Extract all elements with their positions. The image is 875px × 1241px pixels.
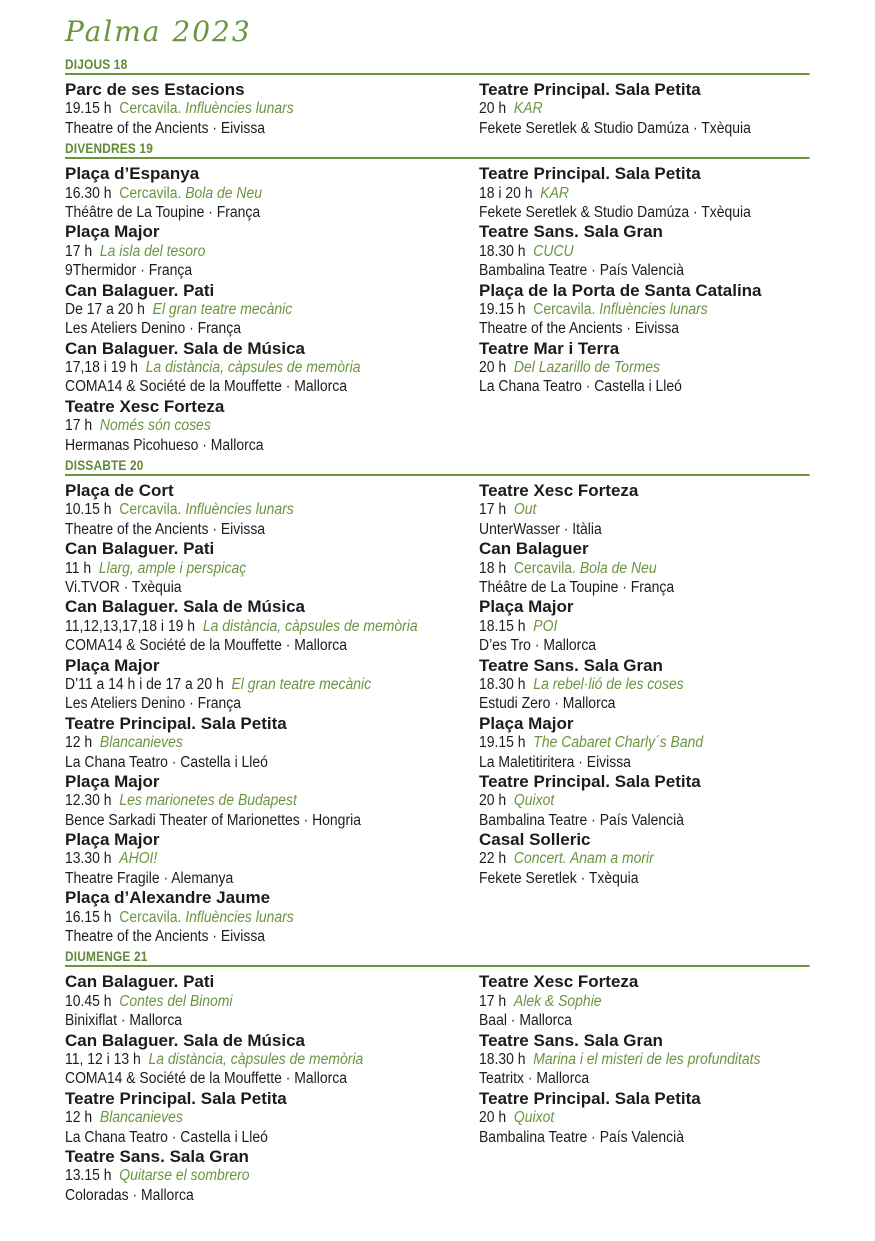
event-company: Bambalina Teatre · País Valencià <box>479 811 684 829</box>
event-company: COMA14 & Société de la Mouffette · Mallorca <box>65 1070 347 1088</box>
event-venue: Can Balaguer. Sala de Música <box>65 597 305 617</box>
event-time-line <box>479 992 777 1011</box>
day-header: DIUMENGE 21 <box>65 946 810 967</box>
event-venue: Teatre Principal. Sala Petita <box>479 80 701 99</box>
event-company: La Maletitiritera · Eivissa <box>479 753 631 771</box>
event-time: 11,12,13,17,18 i 19 h <box>65 617 196 635</box>
event-time-line <box>65 992 438 1011</box>
event-item <box>65 222 479 280</box>
event-show-title: Blancanieves <box>99 1109 183 1127</box>
event-show-title: AHOI! <box>119 850 158 868</box>
event-venue: Can Balaguer. Pati <box>65 539 215 559</box>
event-company: COMA14 & Société de la Mouffette · Mallorca <box>65 378 347 396</box>
event-show-title: Influències lunars <box>599 300 708 318</box>
event-show-title: Bola de Neu <box>185 184 263 202</box>
day-header: DIJOUS 18 <box>65 54 810 75</box>
event-time: 20 h <box>479 359 507 377</box>
event-time: 18.15 h <box>479 617 526 635</box>
event-show-title: Només són coses <box>99 417 211 435</box>
event-venue: Can Balaguer. Pati <box>65 280 215 300</box>
event-time: 12.30 h <box>65 792 112 810</box>
event-time: 16.15 h <box>65 908 112 926</box>
event-item <box>65 1089 479 1147</box>
event-venue: Teatre Principal. Sala Petita <box>65 713 287 733</box>
event-item <box>479 1089 810 1147</box>
event-time: 19.15 h <box>479 734 526 752</box>
event-prefix: Cercavila. <box>119 100 182 118</box>
event-item <box>479 339 810 397</box>
event-time-line <box>479 733 777 752</box>
event-company: Théâtre de La Toupine · França <box>65 203 261 221</box>
event-venue: Teatre Xesc Forteza <box>479 972 639 992</box>
event-item <box>65 972 479 1030</box>
event-time: 16.30 h <box>65 184 112 202</box>
event-time: 12 h <box>65 1109 93 1127</box>
schedule-column <box>65 80 479 138</box>
event-prefix: Cercavila. <box>513 559 576 577</box>
event-time: 17 h <box>479 501 507 519</box>
event-venue: Teatre Sans. Sala Gran <box>65 1146 249 1166</box>
event-show-title: The Cabaret Charly´s Band <box>533 734 704 752</box>
event-show-title: Quixot <box>513 1109 555 1127</box>
event-item <box>65 281 479 339</box>
schedule-column <box>479 972 810 1205</box>
event-show-title: Marina i el misteri de les profunditats <box>533 1050 761 1068</box>
event-company: D’es Tro · Mallorca <box>479 637 597 655</box>
event-time-line <box>65 300 438 319</box>
event-company: Fekete Seretlek & Studio Damúza · Txèquia <box>479 203 751 221</box>
event-time-line <box>65 675 438 694</box>
event-company: Theatre Fragile · Alemanya <box>65 869 234 887</box>
event-show-title: Influències lunars <box>185 908 294 926</box>
event-item <box>65 339 479 397</box>
event-prefix: Cercavila. <box>119 184 182 202</box>
event-company: Bambalina Teatre · País Valencià <box>479 262 684 280</box>
event-company: Theatre of the Ancients · Eivissa <box>479 320 680 338</box>
event-item <box>65 830 479 888</box>
event-show-title: La rebel·lió de les coses <box>533 675 684 693</box>
event-show-title: Quixot <box>513 792 555 810</box>
event-show-title: El gran teatre mecànic <box>152 300 293 318</box>
event-time-line <box>65 500 438 519</box>
event-venue: Teatre Principal. Sala Petita <box>65 1088 287 1108</box>
event-venue: Plaça Major <box>479 597 574 617</box>
day-section <box>65 455 810 946</box>
day-body <box>65 967 810 1205</box>
event-company: Hermanas Picohueso · Mallorca <box>65 436 264 454</box>
page-title: Palma 2023 <box>65 15 252 48</box>
day-section <box>65 946 810 1205</box>
event-item <box>65 772 479 830</box>
event-time: D’11 a 14 h i de 17 a 20 h <box>65 675 224 693</box>
event-venue: Teatre Sans. Sala Gran <box>479 222 663 242</box>
event-venue: Plaça Major <box>65 222 160 242</box>
event-show-title: Quitarse el sombrero <box>119 1167 250 1185</box>
event-time-line <box>65 559 438 578</box>
days-container <box>65 54 810 1205</box>
day-body <box>65 476 810 946</box>
event-time: 18 h <box>479 559 507 577</box>
event-item <box>479 481 810 539</box>
event-show-title: Influències lunars <box>185 100 294 118</box>
event-venue: Teatre Sans. Sala Gran <box>479 655 663 675</box>
event-time: 18 i 20 h <box>479 184 533 202</box>
event-prefix: Cercavila. <box>119 908 182 926</box>
event-company: Coloradas · Mallorca <box>65 1186 194 1204</box>
event-company: Theatre of the Ancients · Eivissa <box>65 928 266 946</box>
event-item <box>65 1031 479 1089</box>
event-venue: Teatre Xesc Forteza <box>65 396 225 416</box>
event-company: La Chana Teatro · Castella i Lleó <box>65 1128 268 1146</box>
event-time-line <box>65 849 438 868</box>
event-show-title: POI <box>533 617 558 635</box>
event-time: 22 h <box>479 850 507 868</box>
event-venue: Teatre Principal. Sala Petita <box>479 1088 701 1108</box>
event-time-line <box>479 500 777 519</box>
event-show-title: Contes del Binomi <box>119 992 233 1010</box>
event-company: COMA14 & Société de la Mouffette · Mallorca <box>65 637 347 655</box>
event-company: Fekete Seretlek · Txèquia <box>479 869 639 887</box>
event-item <box>65 164 479 222</box>
event-item <box>65 80 479 138</box>
day-body <box>65 75 810 138</box>
event-item <box>65 1147 479 1205</box>
event-time-line <box>479 617 777 636</box>
event-time-line <box>479 559 777 578</box>
event-item <box>479 539 810 597</box>
event-show-title: Bola de Neu <box>579 559 657 577</box>
day-header: DISSABTE 20 <box>65 455 810 476</box>
event-time-line <box>479 242 777 261</box>
event-company: La Chana Teatro · Castella i Lleó <box>479 378 682 396</box>
event-company: Théâtre de La Toupine · França <box>479 578 675 596</box>
event-time: De 17 a 20 h <box>65 300 145 318</box>
event-time-line <box>65 1050 438 1069</box>
event-venue: Parc de ses Estacions <box>65 80 245 99</box>
event-show-title: Influències lunars <box>185 501 294 519</box>
event-show-title: Concert. Anam a morir <box>513 850 654 868</box>
event-item <box>65 397 479 455</box>
event-show-title: Out <box>513 501 537 519</box>
event-venue: Plaça de la Porta de Santa Catalina <box>479 280 762 300</box>
event-venue: Casal Solleric <box>479 830 591 850</box>
event-time-line <box>479 1050 777 1069</box>
event-time-line <box>479 184 777 203</box>
event-time: 13.15 h <box>65 1167 112 1185</box>
event-time: 18.30 h <box>479 675 526 693</box>
event-time: 11, 12 i 13 h <box>65 1050 141 1068</box>
day-section <box>65 54 810 138</box>
event-company: Teatritx · Mallorca <box>479 1070 590 1088</box>
event-company: La Chana Teatro · Castella i Lleó <box>65 753 268 771</box>
schedule-column <box>479 481 810 946</box>
schedule-column <box>65 481 479 946</box>
event-prefix: Cercavila. <box>119 501 182 519</box>
day-section <box>65 138 810 455</box>
event-time-line <box>65 1108 438 1127</box>
event-time-line <box>479 675 777 694</box>
event-company: Vi.TVOR · Txèquia <box>65 578 182 596</box>
event-time: 17 h <box>65 242 93 260</box>
event-item <box>479 830 810 888</box>
event-time-line <box>65 358 438 377</box>
event-company: Bambalina Teatre · País Valencià <box>479 1128 684 1146</box>
event-time-line <box>65 242 438 261</box>
event-show-title: Les marionetes de Budapest <box>119 792 297 810</box>
schedule-column <box>479 164 810 455</box>
event-time-line <box>65 1166 438 1185</box>
event-venue: Teatre Mar i Terra <box>479 338 620 358</box>
event-time: 18.30 h <box>479 1050 526 1068</box>
event-venue: Plaça de Cort <box>65 481 174 501</box>
event-time-line <box>65 99 438 118</box>
event-show-title: La distància, càpsules de memòria <box>145 359 361 377</box>
event-company: Fekete Seretlek & Studio Damúza · Txèquia <box>479 119 751 137</box>
event-venue: Can Balaguer. Sala de Música <box>65 338 305 358</box>
event-time-line <box>65 733 438 752</box>
event-company: Binixiflat · Mallorca <box>65 1012 183 1030</box>
event-venue: Plaça d’Espanya <box>65 164 200 184</box>
event-show-title: KAR <box>513 100 543 118</box>
event-venue: Can Balaguer. Sala de Música <box>65 1030 305 1050</box>
event-venue: Teatre Xesc Forteza <box>479 481 639 501</box>
event-time: 10.45 h <box>65 992 112 1010</box>
event-item <box>479 714 810 772</box>
day-body <box>65 159 810 455</box>
event-time-line <box>65 184 438 203</box>
event-show-title: CUCU <box>533 242 574 260</box>
event-time: 19.15 h <box>65 100 112 118</box>
event-item <box>479 1031 810 1089</box>
day-header: DIVENDRES 19 <box>65 138 810 159</box>
event-show-title: La isla del tesoro <box>99 242 206 260</box>
event-time: 20 h <box>479 792 507 810</box>
event-time: 18.30 h <box>479 242 526 260</box>
event-show-title: Alek & Sophie <box>513 992 602 1010</box>
event-time-line <box>479 99 777 118</box>
event-venue: Plaça d’Alexandre Jaume <box>65 888 271 908</box>
event-show-title: El gran teatre mecànic <box>231 675 372 693</box>
event-company: Les Ateliers Denino · França <box>65 695 242 713</box>
event-company: Estudi Zero · Mallorca <box>479 695 616 713</box>
event-item <box>479 597 810 655</box>
event-item <box>479 164 810 222</box>
program-page <box>65 10 810 1205</box>
event-time: 17 h <box>479 992 507 1010</box>
event-venue: Plaça Major <box>65 830 160 850</box>
event-venue: Plaça Major <box>479 713 574 733</box>
event-company: UnterWasser · Itàlia <box>479 520 602 538</box>
event-company: Theatre of the Ancients · Eivissa <box>65 520 266 538</box>
event-time: 12 h <box>65 734 93 752</box>
event-time-line <box>65 416 438 435</box>
event-item <box>65 714 479 772</box>
event-time: 17,18 i 19 h <box>65 359 138 377</box>
event-item <box>479 80 810 138</box>
event-venue: Plaça Major <box>65 655 160 675</box>
event-show-title: La distància, càpsules de memòria <box>202 617 418 635</box>
event-time: 19.15 h <box>479 300 526 318</box>
event-company: Baal · Mallorca <box>479 1012 573 1030</box>
event-venue: Teatre Sans. Sala Gran <box>479 1030 663 1050</box>
event-show-title: Llarg, ample i perspicaç <box>98 559 247 577</box>
event-time: 11 h <box>65 559 92 577</box>
event-prefix: Cercavila. <box>533 300 596 318</box>
event-venue: Teatre Principal. Sala Petita <box>479 164 701 184</box>
event-show-title: Del Lazarillo de Tormes <box>513 359 660 377</box>
event-show-title: La distància, càpsules de memòria <box>148 1050 364 1068</box>
event-time-line <box>65 908 438 927</box>
event-time-line <box>479 300 777 319</box>
event-show-title: KAR <box>540 184 569 202</box>
event-item <box>65 481 479 539</box>
schedule-column <box>65 972 479 1205</box>
event-time-line <box>479 849 777 868</box>
event-time: 10.15 h <box>65 501 112 519</box>
event-time-line <box>479 1108 777 1127</box>
event-venue: Teatre Principal. Sala Petita <box>479 771 701 791</box>
schedule-column <box>65 164 479 455</box>
event-company: Les Ateliers Denino · França <box>65 320 242 338</box>
event-time-line <box>479 791 777 810</box>
event-venue: Can Balaguer <box>479 539 589 559</box>
event-item <box>479 281 810 339</box>
event-item <box>479 656 810 714</box>
event-company: 9Thermidor · França <box>65 262 193 280</box>
event-time: 20 h <box>479 1109 507 1127</box>
event-time-line <box>65 617 438 636</box>
event-item <box>65 656 479 714</box>
event-item <box>479 972 810 1030</box>
event-item <box>479 772 810 830</box>
event-item <box>479 222 810 280</box>
event-item <box>65 888 479 946</box>
event-time: 20 h <box>479 100 507 118</box>
event-company: Bence Sarkadi Theater of Marionettes · Hongria <box>65 811 361 829</box>
event-venue: Can Balaguer. Pati <box>65 972 215 992</box>
event-time-line <box>479 358 777 377</box>
event-show-title: Blancanieves <box>99 734 183 752</box>
event-time-line <box>65 791 438 810</box>
event-time: 17 h <box>65 417 93 435</box>
event-item <box>65 539 479 597</box>
schedule-column <box>479 80 810 138</box>
event-item <box>65 597 479 655</box>
event-time: 13.30 h <box>65 850 112 868</box>
event-venue: Plaça Major <box>65 771 160 791</box>
event-company: Theatre of the Ancients · Eivissa <box>65 119 266 137</box>
